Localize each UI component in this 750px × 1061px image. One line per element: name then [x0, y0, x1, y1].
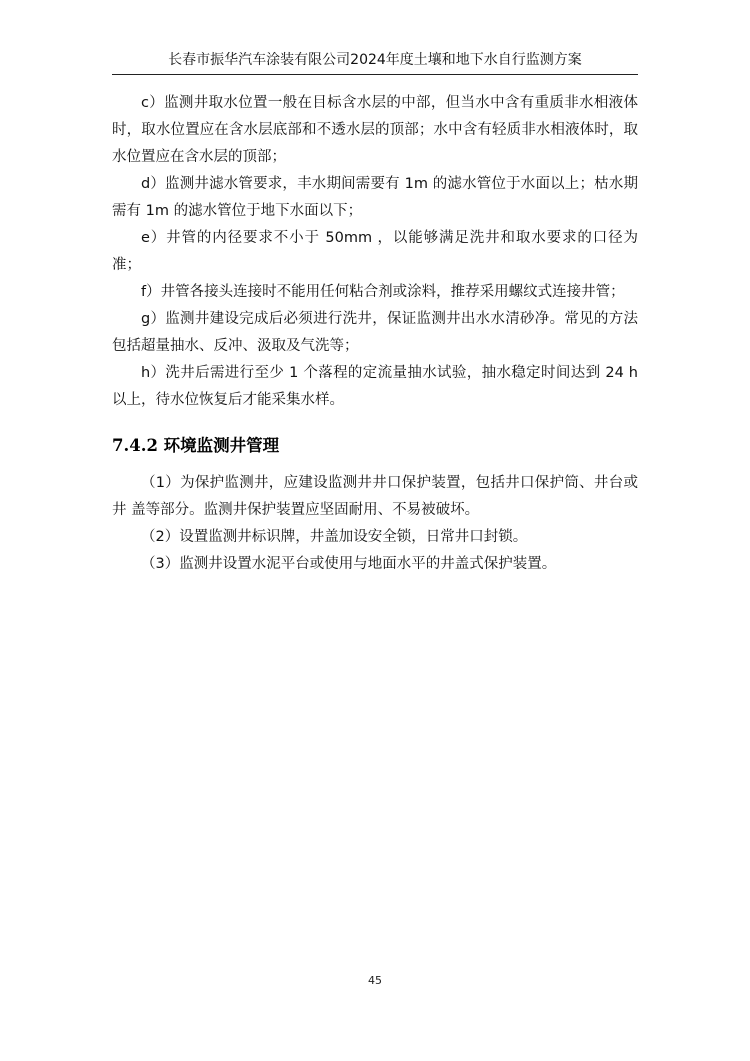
running-header: 长春市振华汽车涂装有限公司2024年度土壤和地下水自行监测方案 — [168, 52, 582, 68]
paragraph-item-2: （2）设置监测井标识牌，井盖加设安全锁，日常井口封锁。 — [141, 529, 528, 545]
paragraph-g: g）监测井建设完成后必须进行洗井，保证监测井出水水清砂净。常见的方法 包括超量抽水、反冲、汲取及气洗等； — [112, 311, 638, 354]
paragraph-d: d）监测井滤水管要求，丰水期间需要有 1m 的滤水管位于水面以上；枯水期 需有 1m 的滤水管位于地下水面以下； — [112, 176, 638, 219]
page-body — [112, 90, 638, 578]
paragraph-e: e）井管的内径要求不小于 50mm ，以能够满足洗井和取水要求的口径为准； — [112, 230, 638, 273]
paragraph-item-3: （3）监测井设置水泥平台或使用与地面水平的井盖式保护装置。 — [141, 556, 557, 572]
paragraph-item-1: （1）为保护监测井，应建设监测井井口保护装置，包括井口保护筒、井台或井 盖等部分。监测井保护装置应坚固耐用、不易被破坏。 — [112, 475, 638, 518]
paragraph-f: f）井管各接头连接时不能用任何粘合剂或涂料，推荐采用螺纹式连接井管； — [141, 284, 625, 300]
section-heading: 7.4.2 环境监测井管理 — [112, 436, 280, 455]
header-divider — [112, 74, 638, 75]
paragraph-c: c）监测井取水位置一般在目标含水层的中部，但当水中含有重质非水相液体 时，取水位置应在含水层底部和不透水层的顶部；水中含有轻质非水相液体时，取水位置应在含水层的顶部； — [112, 95, 638, 165]
paragraph-h: h）洗井后需进行至少 1 个落程的定流量抽水试验，抽水稳定时间达到 24 h 以上，待水位恢复后才能采集水样。 — [112, 365, 638, 408]
page-number: 45 — [368, 974, 382, 987]
